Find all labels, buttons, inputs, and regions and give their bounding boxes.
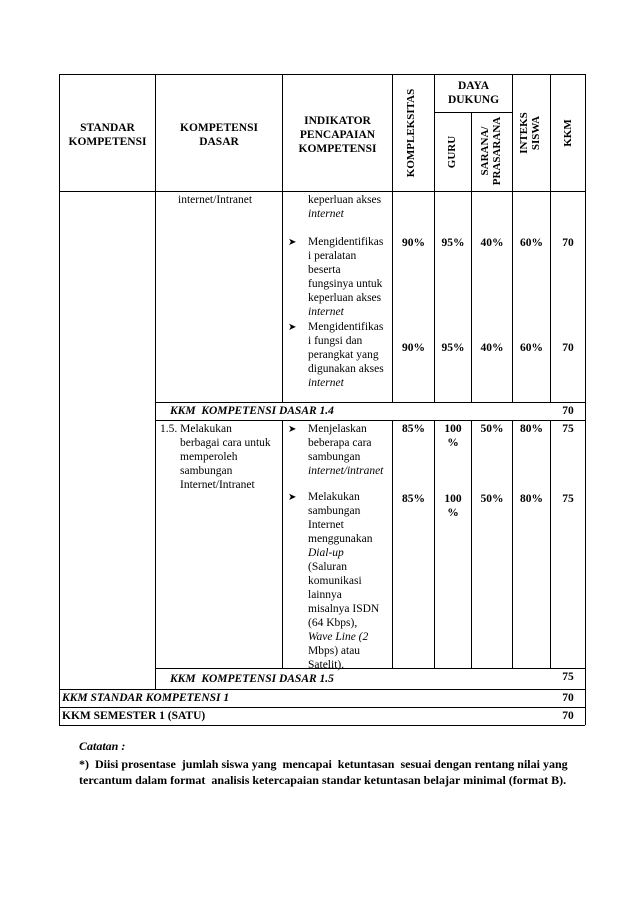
header-text: KOMPETENSI (298, 143, 377, 155)
indikator-continued (308, 193, 381, 221)
indikator-text: internet (308, 208, 344, 220)
sarana-value: 40% (480, 342, 504, 354)
header-text: PRASARANA (491, 116, 503, 186)
inteks-value: 60% (520, 237, 543, 249)
header-text: INTEKS (518, 112, 530, 154)
kkm-semester-label: KKM SEMESTER 1 (SATU) (62, 710, 206, 722)
indikator-text: Satelit). (308, 659, 345, 671)
header-kompetensi-dasar (156, 121, 282, 149)
kkm-value: 70 (562, 342, 574, 354)
indikator-item (308, 490, 379, 672)
kompleksitas-value: 85% (402, 493, 425, 505)
indikator-text: beserta (308, 264, 341, 276)
header-text: SISWA (530, 115, 542, 151)
indikator-text: Wave Line (2 (308, 631, 369, 643)
indikator-text: Melakukan (308, 491, 360, 503)
indikator-text: komunikasi (308, 575, 362, 587)
kompleksitas-value: 85% (402, 423, 425, 435)
indikator-text: perangkat yang (308, 349, 379, 361)
inteks-value: 80% (520, 493, 543, 505)
note-title: Catatan : (79, 739, 126, 753)
kkm-semester-value: 70 (562, 710, 574, 722)
header-standar-kompetensi (60, 121, 155, 149)
guru-value-text: 100 (444, 423, 462, 435)
kkm-kd-summary-label: KKM KOMPETENSI DASAR 1.5 (170, 673, 334, 685)
bullet-icon: ➤ (288, 237, 297, 248)
header-indikator (283, 114, 392, 156)
header-text: KOMPETENSI (68, 136, 147, 148)
indikator-text: keperluan akses (308, 194, 382, 206)
header-inteks (518, 99, 544, 167)
sarana-value: 50% (480, 493, 504, 505)
indikator-text: Mengidentifikas (308, 236, 384, 248)
guru-value: 95% (441, 237, 465, 249)
kkm-standar-label: KKM STANDAR KOMPETENSI 1 (62, 692, 230, 704)
indikator-text: internet (308, 377, 344, 389)
indikator-text: digunakan akses (308, 363, 384, 375)
indikator-text: internet (308, 306, 344, 318)
guru-value-text: % (447, 437, 459, 449)
indikator-item (308, 422, 383, 478)
header-sarana (479, 111, 505, 191)
guru-value-text: 100 (444, 493, 462, 505)
bullet-icon: ➤ (288, 424, 297, 435)
indikator-text: i peralatan (308, 250, 357, 262)
indikator-item (308, 235, 383, 319)
kd-text: sambungan (180, 465, 233, 477)
sarana-value: 50% (480, 423, 504, 435)
indikator-text: menggunakan (308, 533, 373, 545)
header-guru: GURU (446, 135, 458, 169)
kd-text: 1.5. Melakukan (160, 423, 232, 435)
header-text: KOMPETENSI (180, 122, 258, 134)
header-text: DAYA (457, 80, 490, 92)
indikator-text: keperluan akses (308, 292, 382, 304)
indikator-text: Mbps) atau (308, 645, 361, 657)
kompleksitas-value: 90% (402, 342, 425, 354)
indikator-text: i fungsi dan (308, 335, 363, 347)
indikator-text: sambungan (308, 451, 361, 463)
indikator-text: lainnya (308, 589, 342, 601)
indikator-text: internet/intranet (308, 465, 384, 477)
header-text: PENCAPAIAN (299, 129, 376, 141)
header-text: INDIKATOR (304, 115, 371, 127)
kkm-standar-value: 70 (562, 692, 574, 704)
bullet-icon: ➤ (288, 492, 297, 503)
note-line-2: tercantum dalam format analisis ketercapaian standar ketuntasan belajar minimal (format B). (79, 773, 567, 787)
kompetensi-dasar-item (160, 422, 271, 492)
kd-continued: internet/Intranet (178, 194, 253, 206)
kkm-kd-summary-value: 75 (562, 671, 574, 683)
guru-value-text: % (447, 507, 459, 519)
kkm-value: 70 (562, 237, 574, 249)
indikator-text: fungsinya untuk (308, 278, 383, 290)
guru-value (435, 422, 471, 450)
kkm-kd-summary-value: 70 (562, 405, 574, 417)
sarana-value: 40% (480, 237, 504, 249)
inteks-value: 60% (520, 342, 543, 354)
header-text: DASAR (199, 136, 239, 148)
kd-text: berbagai cara untuk (180, 437, 271, 449)
indikator-text: Menjelaskan (308, 423, 367, 435)
kd-text: memperoleh (180, 451, 238, 463)
indikator-text: (64 Kbps), (308, 617, 358, 629)
kkm-value: 75 (562, 423, 574, 435)
inteks-value: 80% (520, 423, 543, 435)
indikator-item (308, 320, 384, 390)
bullet-icon: ➤ (288, 322, 297, 333)
indikator-text: beberapa cara (308, 437, 372, 449)
kkm-kd-summary-label: KKM KOMPETENSI DASAR 1.4 (170, 405, 334, 417)
kkm-value: 75 (562, 493, 574, 505)
note-line-1: *) Diisi prosentase jumlah siswa yang mencapai ketuntasan sesuai dengan rentang nilai yang (79, 757, 568, 771)
header-daya-dukung (435, 79, 512, 107)
kd-text: Internet/Intranet (180, 479, 255, 491)
header-text: STANDAR (80, 122, 135, 134)
indikator-text: Dial-up (308, 547, 344, 559)
guru-value: 95% (441, 342, 465, 354)
header-kompleksitas: KOMPLEKSITAS (405, 88, 417, 178)
indikator-text: (Saluran (308, 561, 347, 573)
guru-value (435, 492, 471, 520)
header-kkm: KKM (562, 119, 574, 147)
indikator-text: Mengidentifikas (308, 321, 384, 333)
indikator-text: misalnya ISDN (308, 603, 380, 615)
header-text: SARANA/ (479, 126, 491, 176)
indikator-text: Internet (308, 519, 344, 531)
header-text: DUKUNG (447, 94, 500, 106)
indikator-text: sambungan (308, 505, 361, 517)
kompleksitas-value: 90% (402, 237, 425, 249)
